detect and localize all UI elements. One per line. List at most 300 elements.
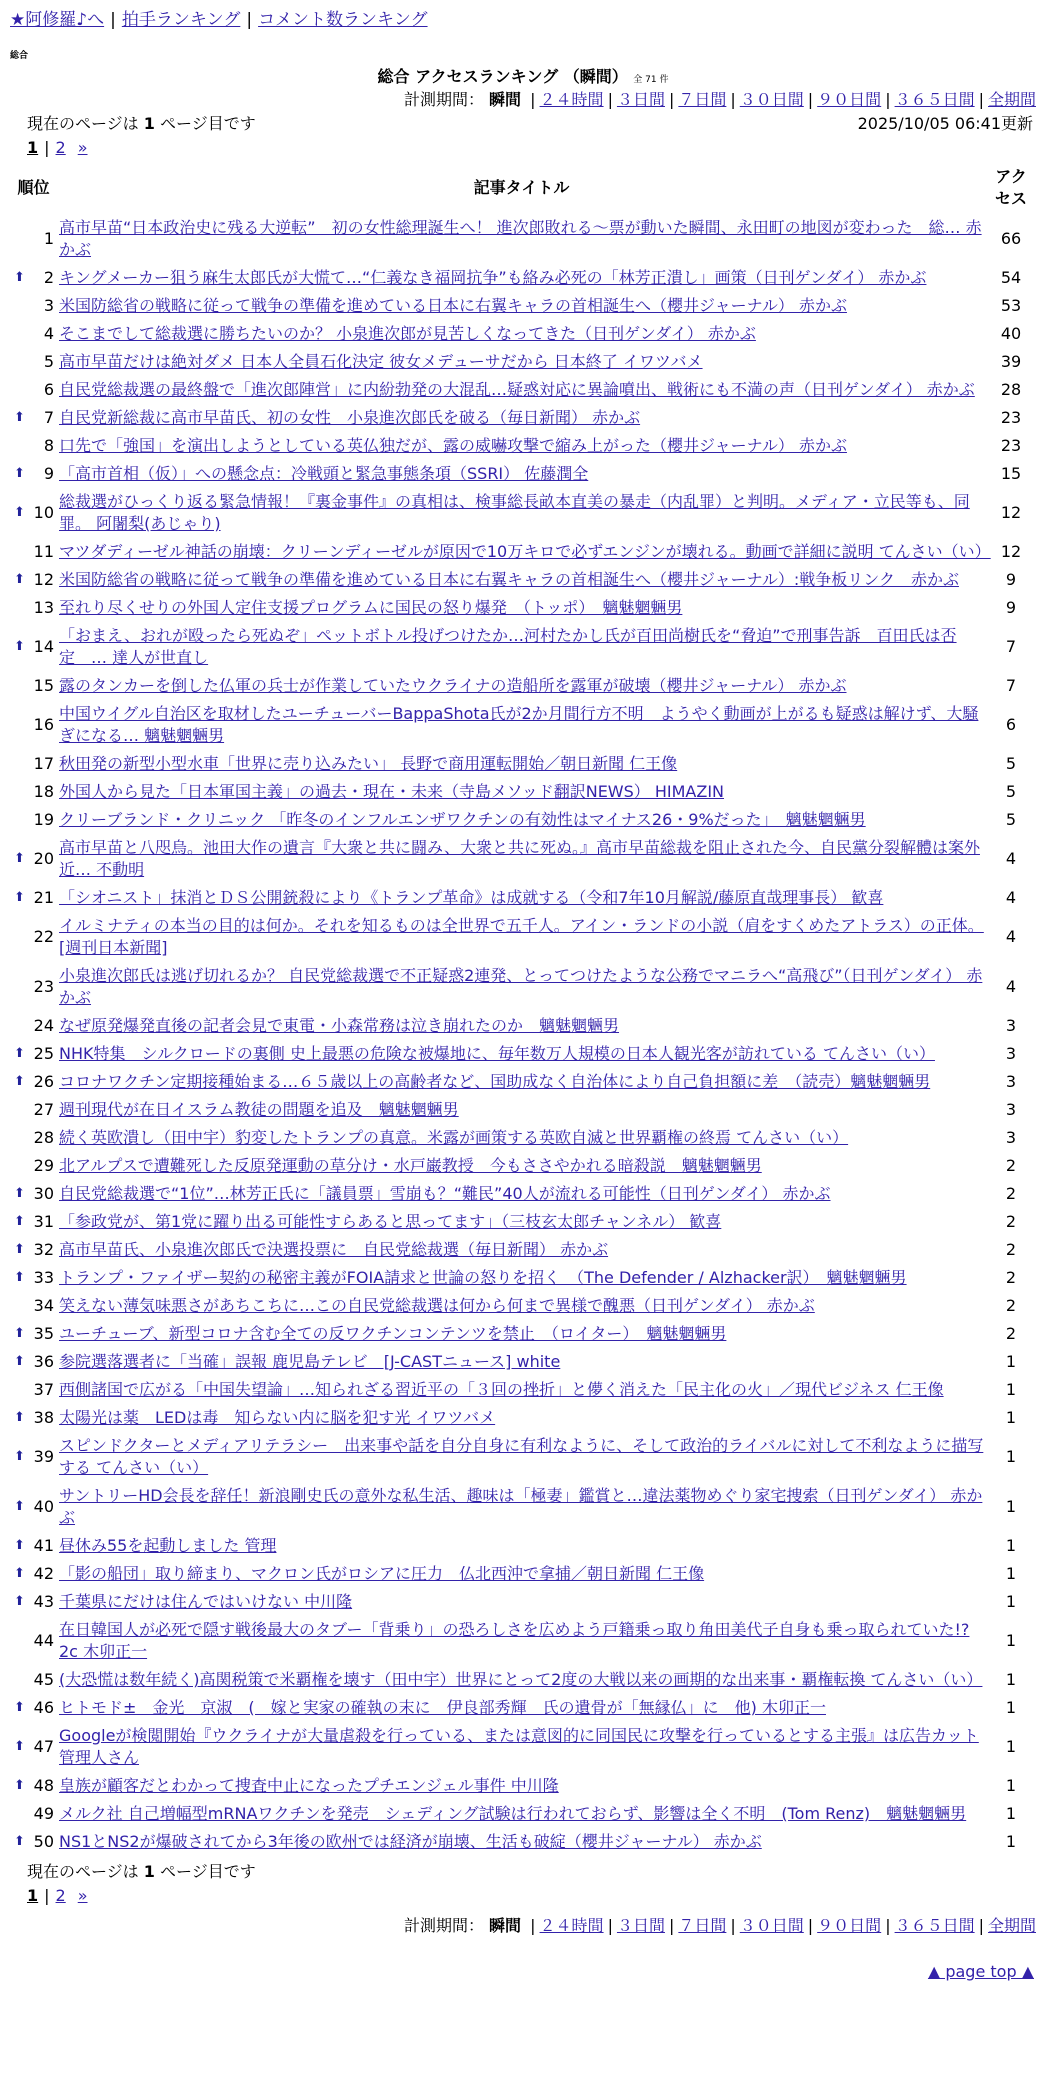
rank-cell — [10, 1800, 57, 1828]
rank-cell — [10, 488, 57, 538]
title-cell — [57, 1152, 986, 1180]
rank-number: 18 — [33, 782, 54, 801]
article-link[interactable]: 「シオニスト」抹消とＤＳ公開銃殺により《トランプ革命》は成就する（令和7年10月解説/藤原直哉理事長） 歓喜 — [59, 888, 884, 907]
rank-number: 3 — [43, 296, 54, 315]
table-row — [10, 460, 1036, 488]
rank-number: 15 — [33, 676, 54, 695]
article-link[interactable]: 自民党総裁選の最終盤で「進次郎陣営」に内紛勃発の大混乱…疑惑対応に異論噴出、戦術にも不満の声（日刊ゲンダイ） 赤かぶ — [59, 380, 975, 399]
rank-number: 9 — [43, 464, 54, 483]
up-arrow-icon: ⬆ — [14, 505, 25, 520]
access-count: 1 — [1005, 1698, 1017, 1717]
period-option[interactable]: ７日間 — [678, 90, 727, 109]
article-link[interactable]: 笑えない薄気味悪さがあちこちに…この自民党総裁選は何から何まで異様で醜悪（日刊ゲンダイ） 赤かぶ — [59, 1296, 815, 1315]
home-link[interactable]: ★阿修羅♪へ — [10, 10, 105, 30]
article-link[interactable]: マツダディーゼル神話の崩壊：クリーンディーゼルが原因で10万キロで必ずエンジンが壊れる。動画で詳細に説明 てんさい（い） — [59, 542, 991, 561]
up-arrow-icon: ⬆ — [14, 1778, 25, 1793]
rank-number: 10 — [33, 503, 54, 522]
rank-cell — [10, 1404, 57, 1432]
rank-cell — [10, 1040, 57, 1068]
table-row — [10, 962, 1036, 1012]
header-title: 記事タイトル — [473, 178, 570, 197]
access-count: 2 — [1005, 1184, 1017, 1203]
up-arrow-icon: ⬆ — [14, 1186, 25, 1201]
title-cell — [57, 1208, 986, 1236]
article-link[interactable]: 西側諸国で広がる「中国失望論」…知られざる習近平の「３回の挫折」と儚く消えた「民主化の火」／現代ビジネス 仁王像 — [59, 1380, 944, 1399]
access-count: 1 — [1005, 1536, 1017, 1555]
rank-number: 32 — [33, 1240, 54, 1259]
article-link[interactable]: 週刊現代が在日イスラム教徒の問題を追及 魑魅魍魎男 — [59, 1100, 459, 1119]
rank-number: 26 — [33, 1072, 54, 1091]
table-row — [10, 1404, 1036, 1432]
rank-cell — [10, 1208, 57, 1236]
access-count: 23 — [1000, 408, 1022, 427]
rank-cell — [10, 1722, 57, 1772]
title-cell — [57, 1292, 986, 1320]
access-count: 1 — [1005, 1832, 1017, 1851]
rank-cell — [10, 1482, 57, 1532]
article-link[interactable]: 外国人から見た「日本軍国主義」の過去・現在・未来（寺島メソッド翻訳NEWS） HIMAZIN — [59, 782, 725, 801]
rank-cell — [10, 912, 57, 962]
table-row — [10, 488, 1036, 538]
table-row — [10, 1012, 1036, 1040]
rank-number: 11 — [33, 542, 54, 561]
article-link[interactable]: 自民党総裁選で“1位”…林芳正氏に「議員票」雪崩も？“難民”40人が流れる可能性（日刊ゲンダイ） 赤かぶ — [59, 1184, 831, 1203]
rank-number: 12 — [33, 570, 54, 589]
title-cell — [57, 750, 986, 778]
title-cell — [57, 460, 986, 488]
article-link[interactable]: 千葉県にだけは住んではいけない 中川隆 — [59, 1592, 353, 1611]
article-link[interactable]: 「高市首相（仮）」への懸念点：冷戦頭と緊急事態条項（SSRI） 佐藤潤全 — [59, 464, 589, 483]
rank-cell — [10, 348, 57, 376]
rank-number: 34 — [33, 1296, 54, 1315]
access-count: 6 — [1005, 715, 1017, 734]
table-row — [10, 806, 1036, 834]
access-count: 54 — [1000, 268, 1022, 287]
rank-cell — [10, 1180, 57, 1208]
pager-page-2[interactable]: 2 — [55, 1886, 66, 1905]
rank-number: 36 — [33, 1352, 54, 1371]
period-separator: | — [978, 90, 984, 109]
article-link[interactable]: 「参政党が、第1党に躍り出る可能性すらあると思ってます」（三枝玄太郎チャンネル） 歓喜 — [59, 1212, 722, 1231]
rank-cell — [10, 1096, 57, 1124]
article-link[interactable]: ヒトモド± 金光 京淑 ( 嫁と実家の確執の末に 伊良部秀輝 氏の遺骨が「無縁仏」に 他) 木卯正一 — [59, 1698, 826, 1717]
article-link[interactable]: クリーブランド・クリニック 「昨冬のインフルエンザワクチンの有効性はマイナス26・9%だった」 魑魅魍魎男 — [59, 810, 866, 829]
rank-cell — [10, 264, 57, 292]
article-link[interactable]: 高市早苗“日本政治史に残る大逆転” 初の女性総理誕生へ！ 進次郎敗れる～票が動いた瞬間、永田町の地図が変わった 総… 赤かぶ — [59, 218, 982, 259]
rank-cell — [10, 1264, 57, 1292]
article-link[interactable]: 口先で「強国」を演出しようとしている英仏独だが、露の威嚇攻撃で縮み上がった（櫻井ジャーナル） 赤かぶ — [59, 436, 847, 455]
period-current: 瞬間 — [489, 1916, 522, 1935]
table-row — [10, 376, 1036, 404]
rank-number: 48 — [33, 1776, 54, 1795]
title-cell — [57, 404, 986, 432]
table-row — [10, 1236, 1036, 1264]
period-option[interactable]: ３日間 — [616, 1916, 665, 1935]
access-count: 2 — [1005, 1212, 1017, 1231]
table-row — [10, 1800, 1036, 1828]
article-link[interactable]: NHK特集 シルクロードの裏側 史上最悪の危険な被爆地に、毎年数万人規模の日本人観光客が訪れている てんさい（い） — [59, 1044, 935, 1063]
period-separator: | — [885, 90, 891, 109]
period-separator: | — [978, 1916, 984, 1935]
title-cell — [57, 1012, 986, 1040]
title-cell — [57, 1772, 986, 1800]
title-cell — [57, 566, 986, 594]
access-count: 3 — [1005, 1072, 1017, 1091]
access-count: 3 — [1005, 1044, 1017, 1063]
access-count: 66 — [1000, 229, 1022, 248]
access-count: 5 — [1005, 754, 1017, 773]
rank-number: 23 — [33, 977, 54, 996]
title-cell — [57, 214, 986, 264]
table-row — [10, 1694, 1036, 1722]
table-row — [10, 566, 1036, 594]
up-arrow-icon: ⬆ — [14, 1046, 25, 1061]
period-options — [526, 90, 1036, 109]
up-arrow-icon: ⬆ — [14, 1834, 25, 1849]
access-count: 4 — [1005, 977, 1017, 996]
rank-cell — [10, 1236, 57, 1264]
rank-cell — [10, 404, 57, 432]
rank-cell — [10, 1666, 57, 1694]
period-separator: | — [807, 1916, 814, 1935]
article-link[interactable]: 小泉進次郎氏は逃げ切れるか？ 自民党総裁選で不正疑惑2連発、とってつけたような公務でマニラへ“高飛び”（日刊ゲンダイ） 赤かぶ — [59, 966, 983, 1007]
table-row — [10, 292, 1036, 320]
rank-number: 42 — [33, 1564, 54, 1583]
rank-cell — [10, 778, 57, 806]
table-row — [10, 1264, 1036, 1292]
article-link[interactable]: メルク社 自己増幅型mRNAワクチンを発売 シェディング試験は行われておらず、影響は全く不明 (Tom Renz) 魑魅魍魎男 — [59, 1804, 967, 1823]
access-count: 1 — [1005, 1592, 1017, 1611]
access-count: 2 — [1005, 1296, 1017, 1315]
rank-cell — [10, 672, 57, 700]
rank-number: 39 — [33, 1447, 54, 1466]
title-cell — [57, 432, 986, 460]
article-link[interactable]: 高市早苗だけは絶対ダメ 日本人全員石化決定 彼女メデューサだから 日本終了 イワツバメ — [59, 352, 703, 371]
access-count: 53 — [1000, 296, 1022, 315]
rank-cell — [10, 1532, 57, 1560]
access-count: 1 — [1005, 1631, 1017, 1650]
article-link[interactable]: Googleが検閲開始『ウクライナが大量虐殺を行っている、または意図的に同国民に攻撃を行っているとする主張』は広告カット 管理人さん — [59, 1726, 979, 1767]
article-link[interactable]: 露のタンカーを倒した仏軍の兵士が作業していたウクライナの造船所を露軍が破壊（櫻井ジャーナル） 赤かぶ — [59, 676, 847, 695]
article-link[interactable]: サントリーHD会長を辞任！新浪剛史氏の意外な私生活、趣味は「極妻」鑑賞と…違法薬物めぐり家宅捜索（日刊ゲンダイ） 赤かぶ — [59, 1486, 983, 1527]
rank-cell — [10, 1828, 57, 1856]
access-count: 1 — [1005, 1447, 1017, 1466]
article-link[interactable]: 高市早苗氏、小泉進次郎氏で決選投票に 自民党総裁選（毎日新聞） 赤かぶ — [59, 1240, 609, 1259]
period-option[interactable]: ９０日間 — [817, 90, 882, 109]
period-separator: | — [807, 90, 814, 109]
period-option[interactable]: ３日間 — [616, 90, 665, 109]
table-row — [10, 1152, 1036, 1180]
table-row — [10, 700, 1036, 750]
title-cell — [57, 1432, 986, 1482]
article-link[interactable]: なぜ原発爆発直後の記者会見で東電・小森常務は泣き崩れたのか 魑魅魍魎男 — [59, 1016, 620, 1035]
article-link[interactable]: 総裁選がひっくり返る緊急情報！『裏金事件』の真相は、検事総長畝本直美の暴走（内乱罪）と判明。メディア・立民等も、同罪。 阿闍梨(あじゃり) — [59, 492, 970, 533]
access-count: 12 — [1000, 503, 1022, 522]
title-cell — [57, 1236, 986, 1264]
rank-number: 21 — [33, 888, 54, 907]
article-link[interactable]: 米国防総省の戦略に従って戦争の準備を進めている日本に右翼キャラの首相誕生へ（櫻井ジャーナル） 赤かぶ — [59, 296, 847, 315]
up-arrow-icon: ⬆ — [14, 1410, 25, 1425]
title-cell — [57, 1264, 986, 1292]
access-count: 1 — [1005, 1497, 1017, 1516]
article-link[interactable]: コロナワクチン定期接種始まる…６５歳以上の高齢者など、国助成なく自治体により自己負担額に差 （読売）魑魅魍魎男 — [59, 1072, 931, 1091]
nav-separator: | — [246, 10, 253, 30]
comment-ranking-link[interactable]: コメント数ランキング — [258, 10, 428, 30]
rank-cell — [10, 1560, 57, 1588]
article-link[interactable]: 至れり尽くせりの外国人定住支援プログラムに国民の怒り爆発 （トッポ） 魑魅魍魎男 — [59, 598, 683, 617]
up-arrow-icon: ⬆ — [14, 270, 25, 285]
period-selector-bottom — [10, 1914, 1036, 1938]
title-cell — [57, 1482, 986, 1532]
article-link[interactable]: 皇族が顧客だとわかって捜査中止になったプチエンジェル事件 中川隆 — [59, 1776, 559, 1795]
rank-cell — [10, 1152, 57, 1180]
table-row — [10, 214, 1036, 264]
pager-page-2[interactable]: 2 — [55, 138, 66, 157]
up-arrow-icon: ⬆ — [14, 1566, 25, 1581]
up-arrow-icon: ⬆ — [14, 1326, 25, 1341]
rank-cell — [10, 834, 57, 884]
table-row — [10, 750, 1036, 778]
rank-number: 16 — [33, 715, 54, 734]
article-link[interactable]: 米国防総省の戦略に従って戦争の準備を進めている日本に右翼キャラの首相誕生へ（櫻井ジャーナル）:戦争板リンク 赤かぶ — [59, 570, 959, 589]
access-count: 15 — [1000, 464, 1022, 483]
article-link[interactable]: 自民党新総裁に高市早苗氏、初の女性 小泉進次郎氏を破る（毎日新聞） 赤かぶ — [59, 408, 641, 427]
access-count: 1 — [1005, 1380, 1017, 1399]
period-option[interactable]: ３６５日間 — [894, 90, 975, 109]
article-link[interactable]: NS1とNS2が爆破されてから3年後の欧州では経済が崩壊、生活も破綻（櫻井ジャーナル） 赤かぶ — [59, 1832, 762, 1851]
access-count: 39 — [1000, 352, 1022, 371]
rank-cell — [10, 962, 57, 1012]
up-arrow-icon: ⬆ — [14, 572, 25, 587]
access-count: 2 — [1005, 1268, 1017, 1287]
period-separator: | — [530, 90, 536, 109]
ranking-body — [10, 214, 1036, 1856]
title-cell — [57, 1096, 986, 1124]
rank-number: 49 — [33, 1804, 54, 1823]
table-row — [10, 884, 1036, 912]
period-option[interactable]: ９０日間 — [817, 1916, 882, 1935]
table-row — [10, 1124, 1036, 1152]
rank-number: 8 — [43, 436, 54, 455]
table-row — [10, 1320, 1036, 1348]
access-count: 7 — [1005, 637, 1017, 656]
rank-cell — [10, 460, 57, 488]
section-label: 総合 — [10, 51, 29, 61]
table-row — [10, 1772, 1036, 1800]
article-link[interactable]: イルミナティの本当の目的は何か。それを知るものは全世界で五千人。アイン・ランドの小説（肩をすくめたアトラス）の正体。[週刊日本新聞] — [59, 916, 984, 957]
rank-cell — [10, 700, 57, 750]
access-count: 1 — [1005, 1352, 1017, 1371]
title-cell — [57, 376, 986, 404]
title-cell — [57, 1588, 986, 1616]
period-separator: | — [530, 1916, 536, 1935]
access-count: 3 — [1005, 1128, 1017, 1147]
title-cell — [57, 778, 986, 806]
article-link[interactable]: 秋田発の新型小型水車「世界に売り込みたい」 長野で商用運転開始／朝日新聞 仁王像 — [59, 754, 678, 773]
period-option[interactable]: ７日間 — [678, 1916, 727, 1935]
title-cell — [57, 1180, 986, 1208]
article-link[interactable]: 北アルプスで遭難死した反原発運動の草分け・水戸巌教授 今もささやかれる暗殺説 魑魅魍魎男 — [59, 1156, 762, 1175]
access-count: 28 — [1000, 380, 1022, 399]
access-count: 1 — [1005, 1564, 1017, 1583]
rank-cell — [10, 594, 57, 622]
rank-cell — [10, 538, 57, 566]
article-link[interactable]: そこまでして総裁選に勝ちたいのか？ 小泉進次郎が見苦しくなってきた（日刊ゲンダイ） 赤かぶ — [59, 324, 756, 343]
table-row — [10, 264, 1036, 292]
title-cell — [57, 672, 986, 700]
access-count: 1 — [1005, 1804, 1017, 1823]
access-count: 9 — [1005, 598, 1017, 617]
article-link[interactable]: 「おまえ、おれが殴ったら死ぬぞ」ペットボトル投げつけたか…河村たかし氏が百田尚樹氏を“脅迫”で刑事告訴 百田氏は否定 … 達人が世直し — [59, 626, 957, 667]
header-rank: 順位 — [17, 178, 50, 197]
rank-cell — [10, 1376, 57, 1404]
pager-next[interactable]: » — [77, 1886, 88, 1905]
title-cell — [57, 488, 986, 538]
article-link[interactable]: 続く英欧潰し（田中宇）豹変したトランプの真意。米露が画策する英欧自滅と世界覇権の終焉 てんさい（い） — [59, 1128, 849, 1147]
rank-cell — [10, 622, 57, 672]
pager-current: 1 — [27, 138, 39, 157]
applause-ranking-link[interactable]: 拍手ランキング — [121, 10, 241, 30]
page-info-row-bottom — [10, 1860, 1036, 1884]
title-cell — [57, 1376, 986, 1404]
period-option[interactable]: ２４時間 — [539, 90, 604, 109]
period-option[interactable]: ３６５日間 — [894, 1916, 975, 1935]
total-count: 全 71 件 — [633, 75, 669, 85]
rank-number: 6 — [43, 380, 54, 399]
table-row — [10, 1666, 1036, 1694]
rank-cell — [10, 214, 57, 264]
rank-number: 46 — [33, 1698, 54, 1717]
article-link[interactable]: スピンドクターとメディアリテラシー 出来事や話を自分自身に有利なように、そして政治的ライバルに対して不利なように描写する てんさい（い） — [59, 1436, 984, 1477]
table-row — [10, 1616, 1036, 1666]
period-options — [526, 1916, 1036, 1935]
period-separator: | — [668, 90, 675, 109]
article-link[interactable]: (大恐慌は数年続く)高関税策で米覇権を壊す（田中宇）世界にとって2度の大戦以来の画期的な出来事・覇権転換 てんさい（い） — [59, 1670, 983, 1689]
rank-number: 19 — [33, 810, 54, 829]
access-count: 2 — [1005, 1240, 1017, 1259]
rank-number: 28 — [33, 1128, 54, 1147]
rank-cell — [10, 1320, 57, 1348]
rank-cell — [10, 376, 57, 404]
nav-separator: | — [110, 10, 116, 30]
period-separator: | — [730, 90, 736, 109]
rank-number: 14 — [33, 637, 54, 656]
page-top-link[interactable]: ▲ page top ▲ — [927, 1962, 1034, 1981]
rank-number: 41 — [33, 1536, 54, 1555]
updated-timestamp: 2025/10/05 06:41更新 — [857, 114, 1033, 133]
up-arrow-icon: ⬆ — [14, 1074, 25, 1089]
title-cell — [57, 1800, 986, 1828]
ranking-title — [10, 66, 1036, 88]
pager-next[interactable]: » — [77, 138, 88, 157]
period-option[interactable]: ３０日間 — [739, 90, 804, 109]
rank-number: 38 — [33, 1408, 54, 1427]
rank-cell — [10, 1694, 57, 1722]
article-link[interactable]: 太陽光は薬 LEDは毒 知らない内に脳を犯す光 イワツバメ — [59, 1408, 496, 1427]
period-label: 計測期間： — [403, 1916, 484, 1935]
article-link[interactable]: キングメーカー狙う麻生太郎氏が大慌て…“仁義なき福岡抗争”も絡み必死の「林芳正潰し」画策（日刊ゲンダイ） 赤かぶ — [59, 268, 927, 287]
period-option[interactable]: 全期間 — [987, 1916, 1036, 1935]
title-cell — [57, 1040, 986, 1068]
up-arrow-icon: ⬆ — [14, 1449, 25, 1464]
period-option[interactable]: 全期間 — [987, 90, 1036, 109]
article-link[interactable]: 「影の船団」取り締まり、マクロン氏がロシアに圧力 仏北西沖で拿捕／朝日新聞 仁王像 — [59, 1564, 705, 1583]
access-count: 5 — [1005, 782, 1017, 801]
rank-cell — [10, 320, 57, 348]
header-access: アクセス — [994, 167, 1027, 208]
rank-cell — [10, 1588, 57, 1616]
article-link[interactable]: 昼休み55を起動しました 管理 — [59, 1536, 277, 1555]
rank-number: 22 — [33, 927, 54, 946]
pager-bottom: 1 | 2 » — [27, 1886, 88, 1905]
title-cell — [57, 1404, 986, 1432]
table-row — [10, 1180, 1036, 1208]
rank-cell — [10, 1348, 57, 1376]
up-arrow-icon: ⬆ — [14, 1538, 25, 1553]
period-current: 瞬間 — [489, 90, 522, 109]
access-count: 9 — [1005, 570, 1017, 589]
period-label: 計測期間： — [403, 90, 484, 109]
period-option[interactable]: ３０日間 — [739, 1916, 804, 1935]
article-link[interactable]: ユーチューブ、新型コロナ含む全ての反ワクチンコンテンツを禁止 （ロイター） 魑魅魍魎男 — [59, 1324, 727, 1343]
title-cell — [57, 700, 986, 750]
access-count: 2 — [1005, 1324, 1017, 1343]
access-count: 1 — [1005, 1408, 1017, 1427]
table-row — [10, 594, 1036, 622]
rank-number: 2 — [43, 268, 54, 287]
title-cell — [57, 1124, 986, 1152]
table-row — [10, 538, 1036, 566]
article-link[interactable]: 中国ウイグル自治区を取材したユーチューバーBappaShota氏が2か月間行方不明 ようやく動画が上がるも疑惑は解けず、大騒ぎになる… 魑魅魍魎男 — [59, 704, 979, 745]
rank-number: 25 — [33, 1044, 54, 1063]
table-header-row — [10, 162, 1036, 214]
access-count: 3 — [1005, 1016, 1017, 1035]
rank-cell — [10, 884, 57, 912]
rank-number: 31 — [33, 1212, 54, 1231]
pager: 1 | 2 » — [27, 138, 88, 157]
title-cell — [57, 912, 986, 962]
table-row — [10, 1376, 1036, 1404]
access-count: 4 — [1005, 849, 1017, 868]
table-row — [10, 1560, 1036, 1588]
title-cell — [57, 1616, 986, 1666]
title-cell — [57, 1828, 986, 1856]
rank-number: 1 — [43, 229, 54, 248]
page-info-row — [10, 112, 1036, 136]
article-link[interactable]: 在日韓国人が必死で隠す戦後最大のタブー「背乗り」の恐ろしさを広めよう戸籍乗っ取り角田美代子自身も乗っ取られていた!?2c 木卯正一 — [59, 1620, 970, 1661]
table-row — [10, 1208, 1036, 1236]
up-arrow-icon: ⬆ — [14, 410, 25, 425]
article-link[interactable]: 参院選落選者に「当確」誤報 鹿児島テレビ [J-CASTニュース] white — [59, 1352, 561, 1371]
rank-cell — [10, 1616, 57, 1666]
rank-number: 5 — [43, 352, 54, 371]
title-cell — [57, 1068, 986, 1096]
up-arrow-icon: ⬆ — [14, 1270, 25, 1285]
rank-cell — [10, 292, 57, 320]
article-link[interactable]: 高市早苗と八咫烏。池田大作の遺言『大衆と共に闘み、大衆と共に死ぬ。』高市早苗総裁を阻止された今、自民黨分裂解體は案外近… 不動明 — [59, 838, 980, 879]
title-cell — [57, 594, 986, 622]
table-row — [10, 1040, 1036, 1068]
title-cell — [57, 622, 986, 672]
period-option[interactable]: ２４時間 — [539, 1916, 604, 1935]
title-cell — [57, 1348, 986, 1376]
article-link[interactable]: トランプ・ファイザー契約の秘密主義がFOIA請求と世論の怒りを招く （The Defender / Alzhacker訳） 魑魅魍魎男 — [59, 1268, 907, 1287]
up-arrow-icon: ⬆ — [14, 1214, 25, 1229]
access-count: 5 — [1005, 810, 1017, 829]
title-cell — [57, 1320, 986, 1348]
table-row — [10, 672, 1036, 700]
title-cell — [57, 1694, 986, 1722]
